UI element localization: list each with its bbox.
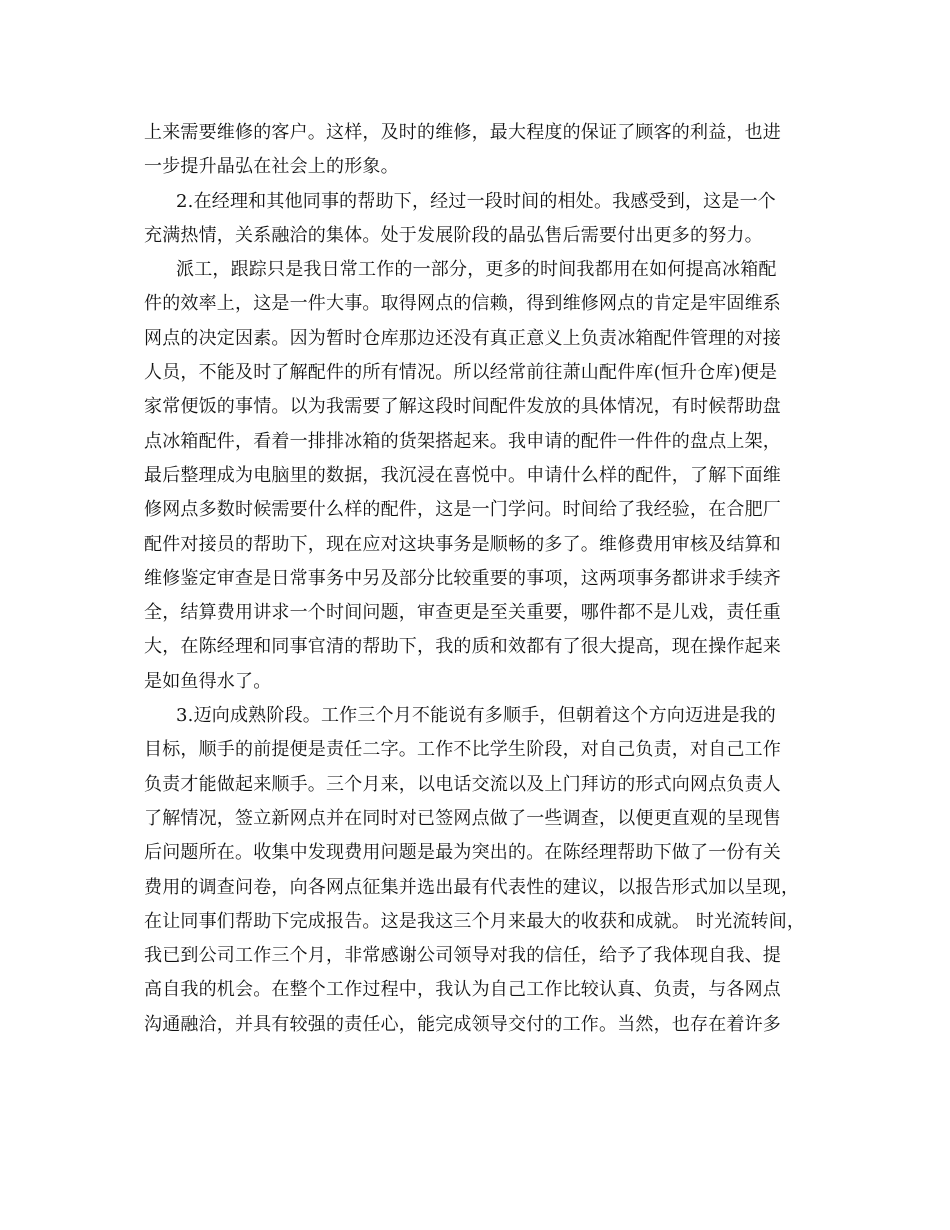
text-line: 高自我的机会。在整个工作过程中，我认为自己工作比较认真、负责，与各网点: [144, 979, 781, 1001]
text-line: 后问题所在。收集中发现费用问题是最为突出的。在陈经理帮助下做了一份有关: [144, 842, 781, 864]
text-line: 是如鱼得水了。: [144, 670, 272, 692]
text-line: 修网点多数时候需要什么样的配件，这是一门学问。时间给了我经验，在合肥厂: [144, 499, 781, 521]
text-line: 我已到公司工作三个月，非常感谢公司领导对我的信任，给予了我体现自我、提: [144, 945, 781, 967]
text-line: 2.在经理和其他同事的帮助下，经过一段时间的相处。我感受到，这是一个: [176, 190, 776, 212]
text-line: 家常便饭的事情。以为我需要了解这段时间配件发放的具体情况，有时候帮助盘: [144, 396, 781, 418]
text-line: 3.迈向成熟阶段。工作三个月不能说有多顺手，但朝着这个方向迈进是我的: [176, 705, 776, 727]
text-line: 充满热情，关系融洽的集体。处于发展阶段的晶弘售后需要付出更多的努力。: [144, 224, 763, 246]
document-body: [144, 116, 814, 1042]
text-line: 派工，跟踪只是我日常工作的一部分，更多的时间我都用在如何提高冰箱配: [176, 259, 777, 281]
text-line: 上来需要维修的客户。这样，及时的维修，最大程度的保证了顾客的利益，也进: [144, 122, 781, 143]
text-line: 人员，不能及时了解配件的所有情况。所以经常前往萧山配件库(恒升仓库)便是: [144, 362, 778, 384]
text-line: 大，在陈经理和同事官清的帮助下，我的质和效都有了很大提高，现在操作起来: [144, 636, 781, 658]
text-line: 配件对接员的帮助下，现在应对这块事务是顺畅的多了。维修费用审核及结算和: [144, 533, 781, 555]
text-line: 费用的调查问卷，向各网点征集并选出最有代表性的建议，以报告形式加以呈现，: [144, 876, 800, 898]
text-line: 一步提升晶弘在社会上的形象。: [144, 156, 399, 178]
text-line: 了解情况，签立新网点并在同时对已签网点做了一些调查，以便更直观的呈现售: [144, 807, 781, 829]
text-line: 负责才能做起来顺手。三个月来，以电话交流以及上门拜访的形式向网点负责人: [144, 773, 781, 795]
text-line: 沟通融洽，并具有较强的责任心，能完成领导交付的工作。当然，也存在着许多: [144, 1013, 781, 1035]
text-line: 目标，顺手的前提便是责任二字。工作不比学生阶段，对自己负责，对自己工作: [144, 739, 781, 761]
text-line: 全，结算费用讲求一个时间问题，审查更是至关重要，哪件都不是儿戏，责任重: [144, 602, 781, 624]
text-line: 网点的决定因素。因为暂时仓库那边还没有真正意义上负责冰箱配件管理的对接: [144, 327, 781, 349]
text-line: 在让同事们帮助下完成报告。这是我这三个月来最大的收获和成就。 时光流转间，: [144, 910, 806, 932]
text-line: 件的效率上，这是一件大事。取得网点的信赖，得到维修网点的肯定是牢固维系: [144, 293, 781, 315]
text-line: 维修鉴定审查是日常事务中另及部分比较重要的事项，这两项事务都讲求手续齐: [144, 567, 781, 589]
text-line: 最后整理成为电脑里的数据，我沉浸在喜悦中。申请什么样的配件，了解下面维: [144, 464, 781, 486]
text-line: 点冰箱配件，看着一排排冰箱的货架搭起来。我申请的配件一件件的盘点上架，: [144, 430, 781, 452]
